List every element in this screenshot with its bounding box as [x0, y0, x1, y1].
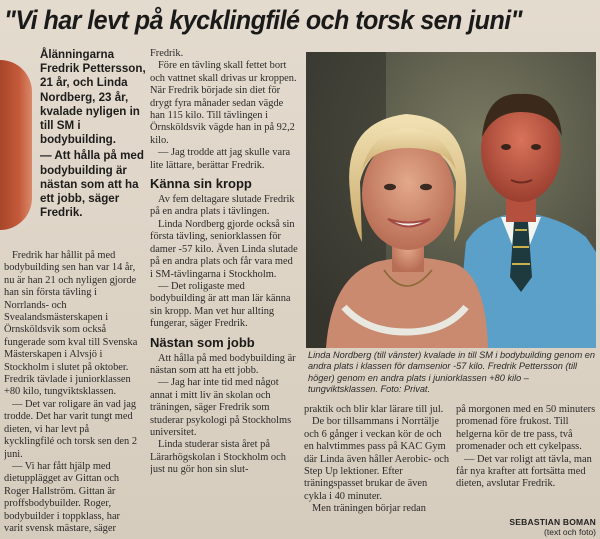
body-paragraph: — Det roligaste med bodybuilding är att man lär känna sin kropp. Man vet hur allting fungerar, säger Fredrik.	[150, 280, 291, 330]
body-paragraph: Av fem deltagare slutade Fredrik på en andra plats i tävlingen.	[150, 194, 295, 218]
adjacent-photo-fragment	[0, 60, 32, 230]
photo-illustration	[306, 52, 596, 348]
article-column-3	[304, 404, 450, 539]
body-paragraph: De bor tillsammans i Norrtälje och 6 gånger i veckan kör de och en halvtimmes pass på KAC Gym där Linda även håller Aerobic- och Step Up lektioner. Efter träningspasset brukar de även cykla i 40 minuter.	[304, 416, 450, 502]
body-paragraph: Fredrik.	[150, 48, 184, 59]
lead-text: Ålänningarna Fredrik Pettersson, 21 år, och Linda Nordberg, 23 år, kvalade nyligen in till SM i bodybuilding.	[40, 48, 146, 147]
subheading: Känna sin kropp	[150, 176, 252, 192]
article-column-2	[150, 48, 298, 539]
byline-role: (text och foto)	[544, 526, 596, 537]
body-paragraph: på morgonen med en 50 minuters promenad före frukost. Till helgerna kör de tre pass, två promenader och ett cykelpass.	[456, 404, 596, 453]
body-paragraph: Men träningen börjar redan	[312, 503, 426, 515]
body-paragraph: Fredrik har hållit på med bodybuilding sen han var 14 år, nu är han 21 och nyligen gjorde han sin första tävling i Norrlands- och Svealandsmästerskapen i Örnsköldsvik som också fungerade som kval till Svenska Mästerskapen i Alvsjö i Stockholm i slutet på oktober. Fredrik tävlade i juniorklassen +80 kilo, tungviktsklassen.	[4, 250, 138, 398]
article-column-4	[456, 404, 598, 516]
body-paragraph: — Jag har inte tid med något annat i mitt liv än skolan och träningen, säger Fredrik som studerar psykologi på Stockholms universitet.	[150, 377, 292, 438]
article-column-1	[4, 250, 140, 539]
lead-paragraph	[40, 48, 150, 222]
article-photo	[306, 52, 596, 348]
photo-caption: Linda Nordberg (till vänster) kvalade in till SM i bodybuilding genom en andra plats i klassen för damsenior -57 kilo. Fredrik Pettersson (till höger) genom en andra plats i juniorklassen +80 kilo – tungviktsklassen. Foto: Privat.	[308, 350, 596, 395]
byline	[470, 518, 596, 537]
body-paragraph: — Jag trodde att jag skulle vara lite lättare, berättar Fredrik.	[150, 147, 291, 171]
body-paragraph: — Det var roligare än vad jag trodde. Det har varit tungt med dieten, vi har levt på kycklingfilé och torsk sen den 2 juni.	[4, 398, 138, 460]
body-paragraph: — Det var roligt att tävla, man får nya krafter att fortsätta med dieten, avslutar Fredrik.	[456, 453, 592, 490]
byline-name: SEBASTIAN BOMAN	[509, 517, 596, 527]
body-paragraph: Linda studerar sista året på Lärarhögskolan i Stockholm och just nu gör hon sin slut-	[150, 439, 286, 476]
body-paragraph: praktik och blir klar lärare till jul.	[304, 404, 444, 415]
lead-quote: — Att hålla på med bodybuilding är nästan som att ha ett jobb, säger Fredrik.	[40, 149, 144, 220]
body-paragraph: Att hålla på med bodybuilding är nästan som att ha ett jobb.	[150, 352, 296, 376]
subheading: Nästan som jobb	[150, 334, 255, 350]
body-paragraph: Linda Nordberg gjorde också sin första tävling, seniorklassen för damer -57 kilo. Även Linda slutade på en andra plats och får vara med i SM-tävlingarna i Stockholm.	[150, 218, 298, 280]
headline: "Vi har levt på kycklingfilé och torsk sen juni"	[4, 5, 522, 35]
body-paragraph: Före en tävling skall fettet bort och vattnet skall drivas ur kroppen. När Fredrik började sin diet för drygt fyra månader sedan vägde han 115 kilo. Till tävlingen i Örnsköldsvik vägde han in på 92,2 kilo.	[150, 60, 297, 146]
body-paragraph: — Vi har fått hjälp med dietupplägget av Gittan och Roger Hallström. Gittan är proffsbodybuilder. Roger, bodybuilder i toppklass, har varit svensk mästare, säger	[4, 460, 121, 534]
